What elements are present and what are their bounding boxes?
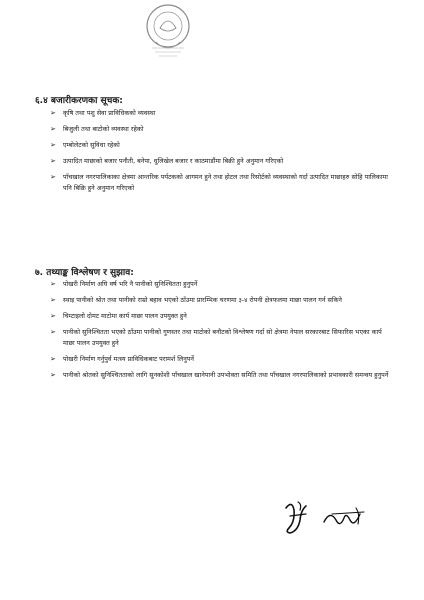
list-item: ➢ पोखरी निर्माण गर्नुपुर्व मत्स्य प्राविधिकबाट परामर्श लिनुपर्ने: [50, 355, 194, 363]
list-item: ➢ पाँचखाल नगरपालिकाका क्षेत्रमा आन्तरिक पर्यटकको आगमन हुने तथा होटल तथा रिसोर्टको व्यवस्थाको गर्दा उत्पादित माछाहरु सोहि पालिकामा पनि बिक्रि हुने अनुमान गरिएको: [50, 173, 388, 192]
arrow-bullet-icon: ➢: [50, 157, 56, 165]
list-item: ➢ कृषि तथा पशु सेवा प्राविधिकको व्यवस्था: [50, 109, 156, 117]
arrow-bullet-icon: ➢: [50, 173, 56, 181]
list-item: ➢ पानीको श्रोतको सुनिश्चितताको लागि सुनकोशी पाँचखाल खानेपानी उपभोक्ता समिति तथा पाँचखाल नगरपालिकाको प्रभावकारी समन्वय हुनुपर्ने: [50, 371, 389, 379]
section-6-4-heading: ६.४ बजारीकरणका सूचक:: [35, 96, 123, 106]
arrow-bullet-icon: ➢: [50, 312, 56, 320]
list-item: ➢ उत्पादित माछाको बजार पनौती, बनेपा, धुलिखेल बजार र काठमाडौंमा बिक्री हुने अनुमान गरिएको: [50, 157, 284, 165]
arrow-bullet-icon: ➢: [50, 371, 56, 379]
section-6-4-list: [50, 108, 390, 194]
arrow-bullet-icon: ➢: [50, 296, 56, 304]
section-7-list: [50, 279, 390, 381]
arrow-bullet-icon: ➢: [50, 141, 56, 149]
list-item: ➢ स्थाइ पानीको श्रोत तथा पानीको राम्रो बहाव भएको ठाँउमा प्रारम्भिक चरणमा ३-४ रोपनी क्षेत्रफलमा माछा पालन गर्न सकिने: [50, 296, 342, 304]
arrow-bullet-icon: ➢: [50, 355, 56, 363]
handwritten-signature-icon: [280, 498, 370, 538]
arrow-bullet-icon: ➢: [50, 280, 56, 288]
list-item: ➢ बिजुली तथा बाटोको व्यवस्था रहेको: [50, 125, 144, 133]
arrow-bullet-icon: ➢: [50, 125, 56, 133]
arrow-bullet-icon: ➢: [50, 109, 56, 117]
list-item: ➢ पानीको सुनिश्चितता भएको ठाँउमा पानीको गुणस्तर तथा माटोको बनौटको विश्लेषण गर्दा सो क्षेत्रमा नेपाल सरकारबाट सिफारिस भएका कार्प माछा पालन उपयुक्त हुने: [50, 328, 382, 347]
arrow-bullet-icon: ➢: [50, 328, 56, 336]
list-item: ➢ एम्बोलेटको सुविधा रहेको: [50, 141, 120, 149]
list-item: ➢ पोखरी निर्माण अघि वर्ष भरि नै पानीको सुनिश्चितता हुनुपर्ने: [50, 280, 198, 288]
section-7-heading: ७. तथ्याङ्क विश्लेषण र सुझाव:: [35, 268, 134, 278]
list-item: ➢ चिम्टाइलो दोमट माटोमा कार्प माछा पालन उपयुक्त हुने: [50, 312, 187, 320]
municipal-seal-icon: [142, 2, 194, 60]
